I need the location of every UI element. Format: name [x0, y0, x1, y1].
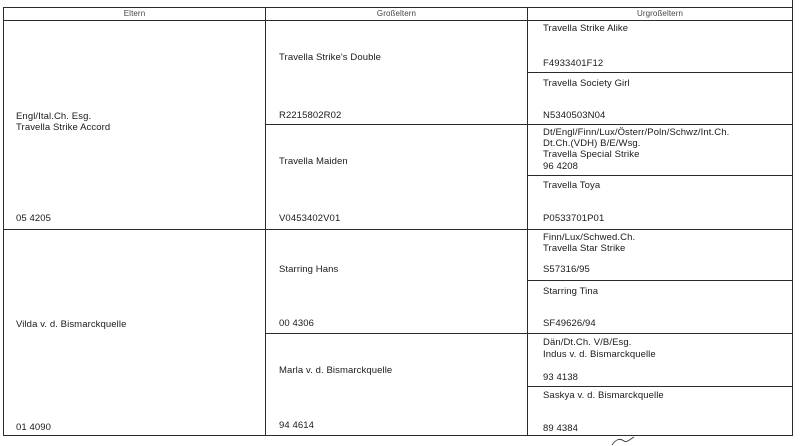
ggp-5-reg: S57316/95: [543, 264, 590, 275]
grandsire-1-name: Travella Strike's Double: [279, 52, 382, 63]
ggp-5-name: Travella Star Strike: [543, 243, 626, 254]
ggp-1-reg: F4933401F12: [543, 58, 604, 69]
sire-reg: 05 4205: [16, 213, 52, 224]
ggp-2-name: Travella Society Girl: [543, 78, 630, 89]
ggp-7-name: Indus v. d. Bismarckquelle: [543, 349, 656, 360]
header-parents: Eltern: [123, 9, 146, 18]
ggp-4-reg: P0533701P01: [543, 213, 605, 224]
header-grandparents: Großeltern: [376, 9, 417, 18]
ggp-2-reg: N5340503N04: [543, 110, 606, 121]
grandsire-2-name: Starring Hans: [279, 264, 339, 275]
dam-reg: 01 4090: [16, 422, 52, 433]
ggp-3-reg: 96 4208: [543, 161, 579, 172]
ggp-4-name: Travella Toya: [543, 180, 601, 191]
ggp-3-name: Travella Special Strike: [543, 149, 640, 160]
ggp-3-titles-line1: Dt/Engl/Finn/Lux/Österr/Poln/Schwz/Int.Ch.: [543, 127, 730, 138]
ggp-6-name: Starring Tina: [543, 286, 599, 297]
granddam-2-name: Marla v. d. Bismarckquelle: [279, 365, 393, 376]
sire-titles: Engl/Ital.Ch. Esg.: [16, 111, 92, 122]
ggp-6-reg: SF49626/94: [543, 318, 596, 329]
granddam-1-name: Travella Maiden: [279, 156, 348, 167]
grandsire-1-reg: R2215802R02: [279, 110, 342, 121]
granddam-1-reg: V0453402V01: [279, 213, 341, 224]
ggp-7-reg: 93 4138: [543, 372, 579, 383]
ggp-3-titles-line2: Dt.Ch.(VDH) B/E/Wsg.: [543, 138, 641, 149]
ggp-8-name: Saskya v. d. Bismarckquelle: [543, 390, 664, 401]
handwritten-mark: [610, 436, 650, 446]
ggp-8-reg: 89 4384: [543, 423, 579, 434]
grandsire-2-reg: 00 4306: [279, 318, 315, 329]
ggp-5-titles: Finn/Lux/Schwed.Ch.: [543, 232, 636, 243]
sire-name: Travella Strike Accord: [16, 122, 111, 133]
header-great-grandparents: Urgroßeltern: [636, 9, 684, 18]
ggp-7-titles: Dän/Dt.Ch. V/B/Esg.: [543, 337, 632, 348]
ggp-1-name: Travella Strike Alike: [543, 23, 629, 34]
granddam-2-reg: 94 4614: [279, 420, 315, 431]
dam-name: Vilda v. d. Bismarckquelle: [16, 319, 127, 330]
